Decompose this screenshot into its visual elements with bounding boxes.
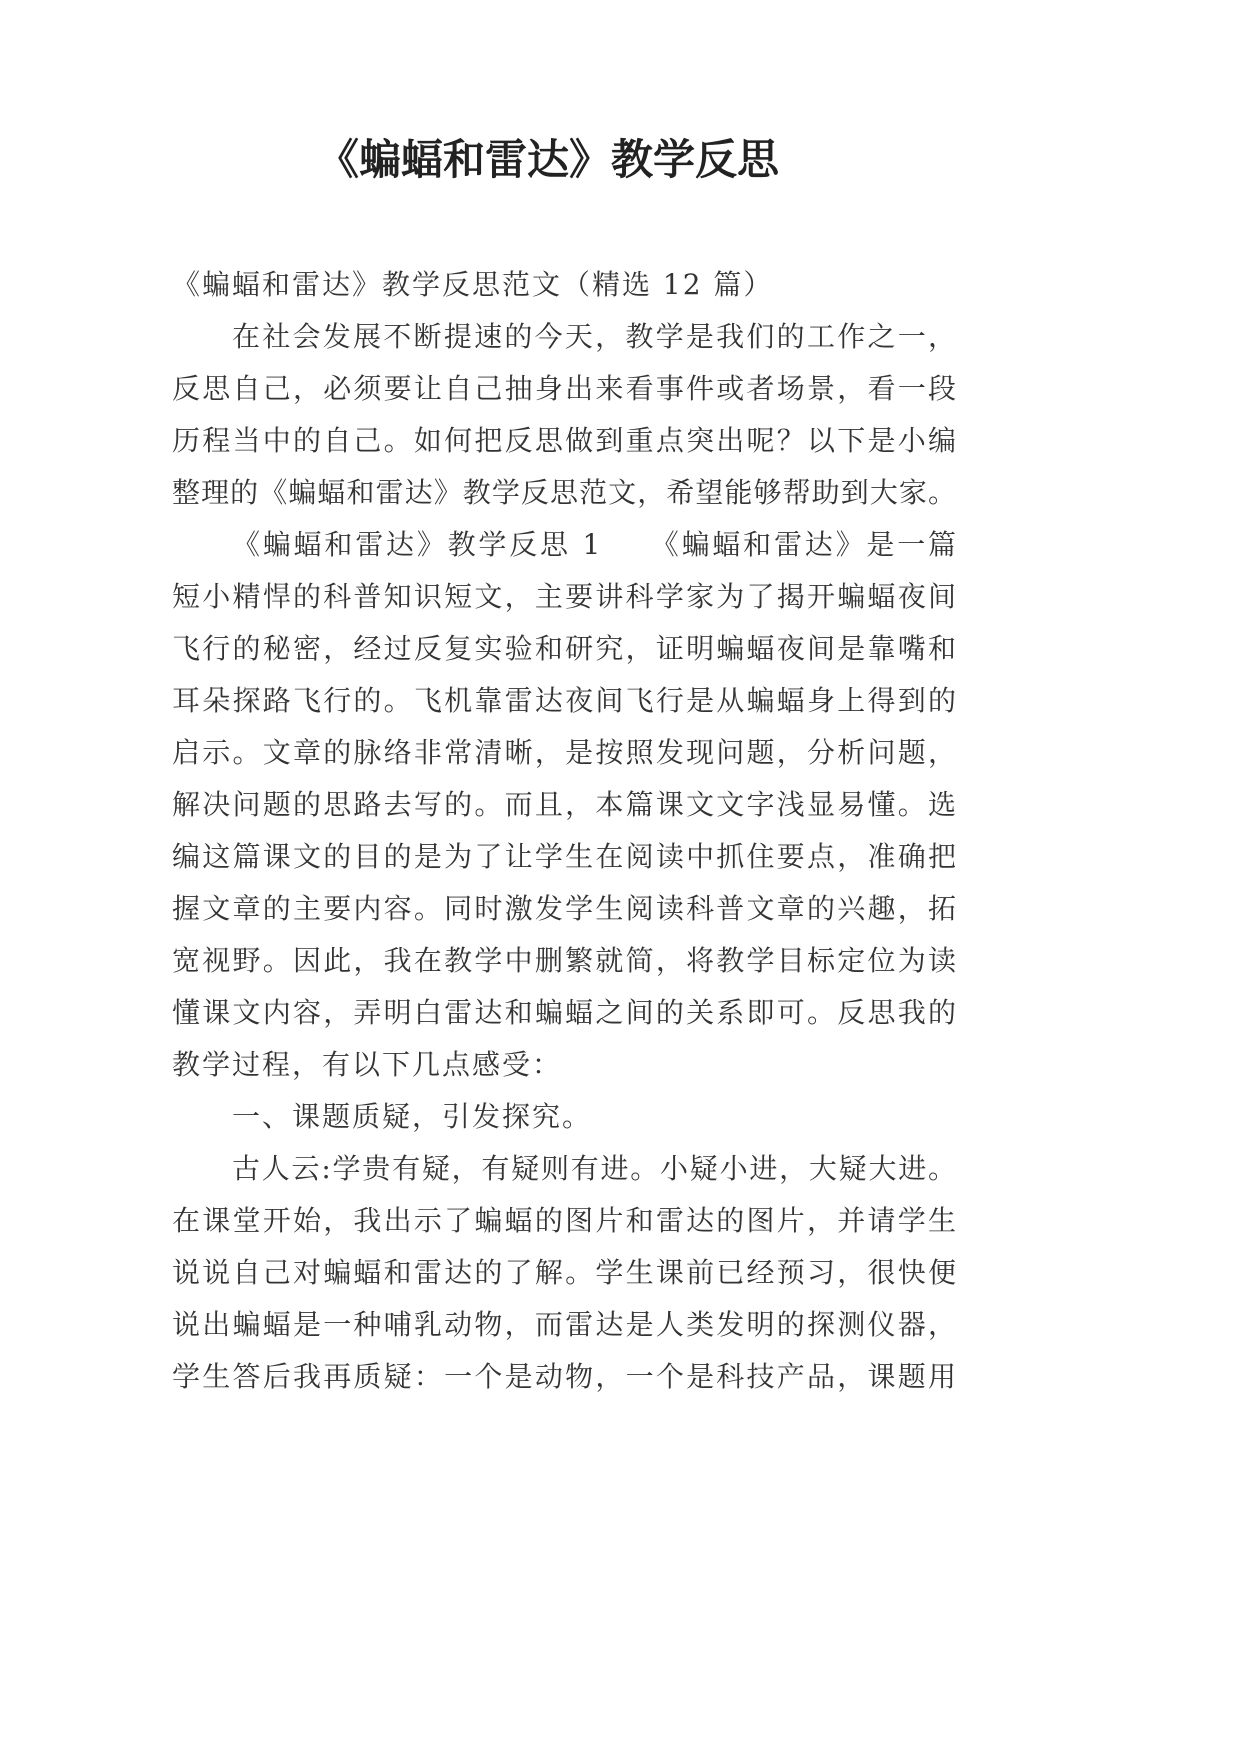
text-line: 说说自己对蝙蝠和雷达的了解。学生课前已经预习，很快便	[172, 1256, 956, 1289]
text-line: 在社会发展不断提速的今天，教学是我们的工作之一，	[232, 320, 956, 353]
text-line: 古人云:学贵有疑，有疑则有进。小疑小进，大疑大进。	[232, 1152, 956, 1185]
paragraph-intro	[172, 311, 956, 519]
text-line: 教学过程，有以下几点感受：	[172, 1048, 563, 1081]
text-line: 飞行的秘密，经过反复实验和研究，证明蝙蝠夜间是靠嘴和	[172, 632, 956, 665]
text-line: 短小精悍的科普知识短文，主要讲科学家为了揭开蝙蝠夜间	[172, 580, 956, 613]
text-line: 握文章的主要内容。同时激发学生阅读科普文章的兴趣，拓	[172, 892, 956, 925]
text-line: 说出蝙蝠是一种哺乳动物，而雷达是人类发明的探测仪器，	[172, 1308, 956, 1341]
paragraph-section-heading	[172, 1091, 956, 1143]
text-line: 解决问题的思路去写的。而且，本篇课文文字浅显易懂。选	[172, 788, 956, 821]
document-body	[172, 259, 956, 1403]
text-line: 《蝙蝠和雷达》教学反思 1 《蝙蝠和雷达》是一篇	[232, 528, 956, 561]
paragraph-reflection-1	[172, 519, 956, 1091]
section-heading: 一、课题质疑，引发探究。	[232, 1100, 593, 1133]
text-line: 历程当中的自己。如何把反思做到重点突出呢？以下是小编	[172, 424, 956, 457]
text-line: 《蝙蝠和雷达》教学反思范文（精选 12 篇）	[172, 268, 774, 301]
document-title: 《蝙蝠和雷达》教学反思	[316, 135, 779, 184]
text-line: 整理的《蝙蝠和雷达》教学反思范文，希望能够帮助到大家。	[172, 476, 956, 509]
text-line: 懂课文内容，弄明白雷达和蝙蝠之间的关系即可。反思我的	[172, 996, 956, 1029]
text-line: 学生答后我再质疑：一个是动物，一个是科技产品，课题用	[172, 1360, 956, 1393]
paragraph-subtitle	[172, 259, 956, 311]
text-line: 启示。文章的脉络非常清晰，是按照发现问题，分析问题，	[172, 736, 956, 769]
text-line: 反思自己，必须要让自己抽身出来看事件或者场景，看一段	[172, 372, 956, 405]
text-line: 编这篇课文的目的是为了让学生在阅读中抓住要点，准确把	[172, 840, 956, 873]
text-line: 在课堂开始，我出示了蝙蝠的图片和雷达的图片，并请学生	[172, 1204, 956, 1237]
text-line: 耳朵探路飞行的。飞机靠雷达夜间飞行是从蝙蝠身上得到的	[172, 684, 956, 717]
paragraph-section-body	[172, 1143, 956, 1403]
text-line: 宽视野。因此，我在教学中删繁就简，将教学目标定位为读	[172, 944, 956, 977]
